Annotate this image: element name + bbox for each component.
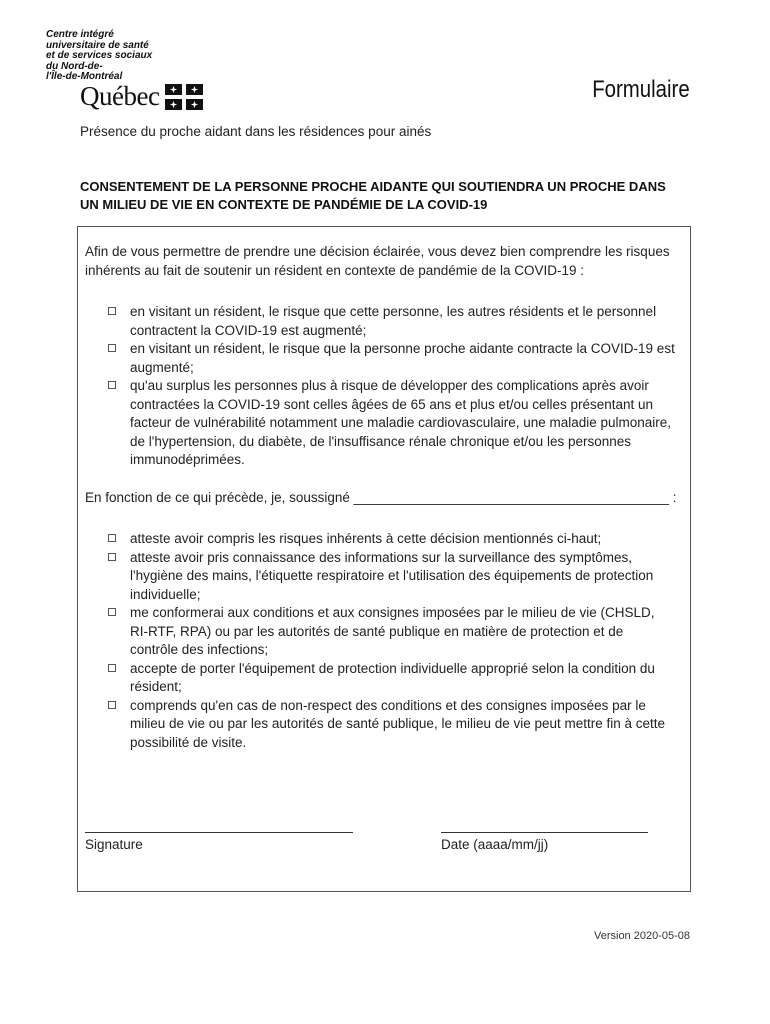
checkbox[interactable] — [108, 307, 116, 315]
list-item — [108, 549, 670, 605]
checkbox[interactable] — [108, 553, 116, 561]
signature-label: Signature — [85, 837, 143, 852]
date-field[interactable] — [441, 832, 648, 833]
list-item — [108, 377, 678, 470]
commitments-list — [108, 530, 670, 752]
risk-text: qu'au surplus les personnes plus à risque de développer des complications après avoir contractées la COVID-19 sont celles âgées de 65 ans et plus et/ou celles présentant un facteur de vulnérabilité notamment une maladie cardiovasculaire, une maladie pulmonaire, de l'hypertension, du diabète, de l'insuffisance rénale chronique et/ou les personnes immunodéprimées. — [130, 378, 672, 467]
checkbox[interactable] — [108, 344, 116, 352]
list-item — [108, 530, 670, 549]
risks-list — [108, 303, 678, 470]
checkbox[interactable] — [108, 534, 116, 542]
checkbox[interactable] — [108, 381, 116, 389]
checkbox[interactable] — [108, 608, 116, 616]
commitment-text: comprends qu'en cas de non-respect des conditions et des consignes imposées par le milieu de vie ou par les autorités de santé publique, le milieu de vie peut mettre fin à cette possibilité de visite. — [130, 697, 666, 750]
form-heading: CONSENTEMENT DE LA PERSONNE PROCHE AIDANTE QUI SOUTIENDRA UN PROCHE DANS UN MILIEU DE VIE EN CONTEXTE DE PANDÉMIE DE LA COVID-19 — [80, 179, 666, 212]
undersigned-line: En fonction de ce qui précède, je, soussigné __________________________________________ : — [85, 490, 677, 505]
quebec-wordmark: Québec — [80, 81, 160, 111]
date-label: Date (aaaa/mm/jj) — [441, 837, 549, 852]
risk-text: en visitant un résident, le risque que cette personne, les autres résidents et le personnel contractent la COVID-19 est augmenté; — [130, 304, 657, 338]
list-item — [108, 660, 670, 697]
org-line: et de services sociaux — [46, 50, 153, 61]
organization-name — [46, 30, 152, 83]
risk-text: en visitant un résident, le risque que la personne proche aidante contracte la COVID-19 est augmenté; — [130, 341, 675, 375]
intro-paragraph: Afin de vous permettre de prendre une décision éclairée, vous devez bien comprendre les risques inhérents au fait de soutenir un résident en contexte de pandémie de la COVID-19 : — [85, 244, 670, 278]
list-item — [108, 697, 670, 753]
form-type-label: Formulaire — [592, 76, 690, 103]
commitment-text: atteste avoir pris connaissance des informations sur la surveillance des symptômes, l'hygiène des mains, l'étiquette respiratoire et l'utilisation des équipements de protection individuelle; — [130, 549, 654, 602]
commitment-text: me conformerai aux conditions et aux consignes imposées par le milieu de vie (CHSLD, RI-RTF, RPA) ou par les autorités de santé publique en matière de protection et de contrôle des infections; — [130, 605, 655, 657]
list-item — [108, 340, 678, 377]
list-item — [108, 303, 678, 340]
commitment-text: atteste avoir compris les risques inhérents à cette décision mentionnés ci-haut; — [130, 531, 602, 546]
quebec-flag-icon — [165, 84, 203, 110]
quebec-logo — [80, 83, 203, 110]
org-line: universitaire de santé — [46, 39, 149, 51]
checkbox[interactable] — [108, 664, 116, 672]
org-line: Centre intégré — [46, 29, 114, 40]
commitment-text: accepte de porter l'équipement de protection individuelle approprié selon la condition du résident; — [130, 660, 655, 694]
list-item — [108, 604, 670, 660]
org-line: l'Île-de-Montréal — [46, 71, 123, 82]
signature-field[interactable] — [85, 832, 353, 833]
checkbox[interactable] — [108, 701, 116, 709]
version-label: Version 2020-05-08 — [593, 930, 690, 942]
form-subtitle: Présence du proche aidant dans les résidences pour ainés — [80, 124, 432, 139]
org-line: du Nord-de- — [46, 60, 103, 72]
